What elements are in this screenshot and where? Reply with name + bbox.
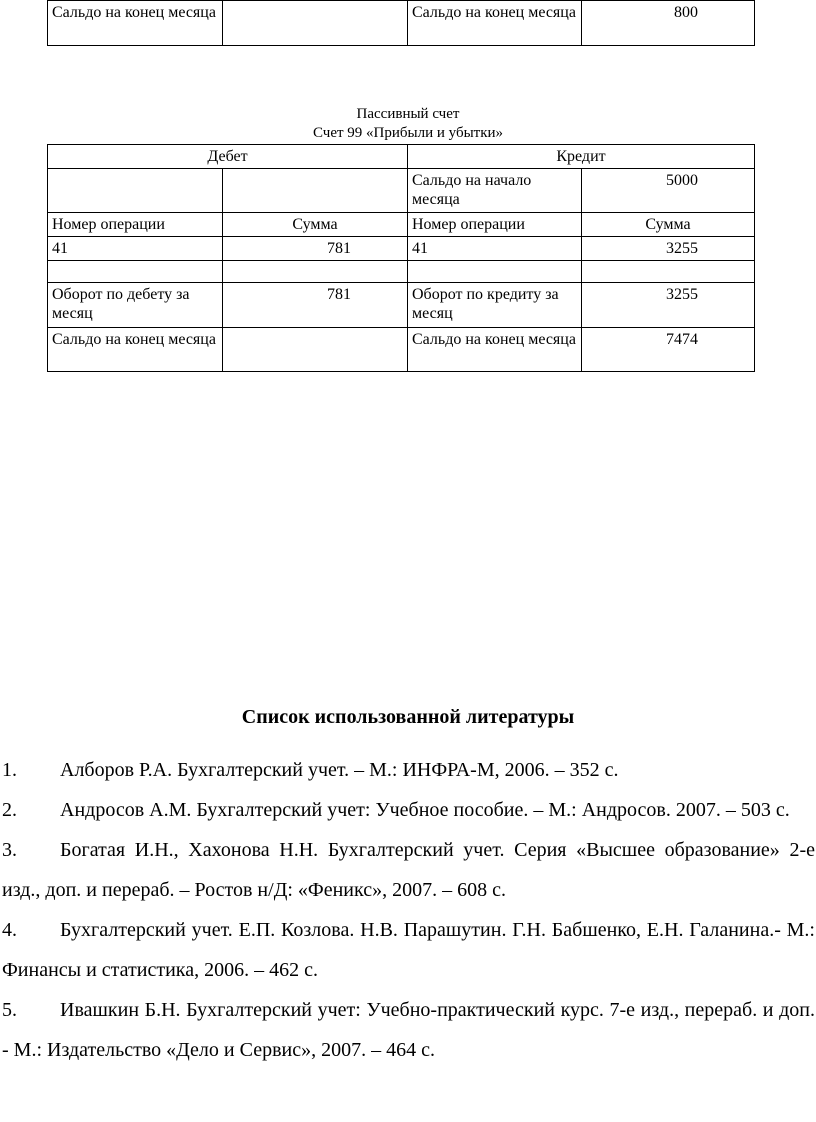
list-item — [2, 830, 815, 910]
item-text: Бухгалтерский учет. Е.П. Козлова. Н.В. Парашутин. Г.Н. Бабшенко, Е.Н. Галанина.- М.: Финансы и статистика, 2006. – 462 с. — [2, 919, 815, 981]
credit-op — [408, 261, 582, 283]
credit-op-header: Номер операции — [408, 213, 582, 237]
turnover-credit-value: 3255 — [582, 283, 755, 328]
top-account-table — [47, 0, 755, 46]
debit-sum — [223, 261, 408, 283]
list-item — [2, 750, 815, 790]
opening-credit-value: 5000 — [582, 169, 755, 213]
turnover-credit-label: Оборот по кредиту за месяц — [408, 283, 582, 328]
closing-balance-row — [48, 328, 755, 372]
list-item — [2, 990, 815, 1070]
table-row — [48, 237, 755, 261]
item-text: Андросов А.М. Бухгалтерский учет: Учебное пособие. – М.: Андросов. 2007. – 503 с. — [60, 799, 790, 821]
debit-op-header: Номер операции — [48, 213, 223, 237]
debit-op: 41 — [48, 237, 223, 261]
item-number: 4. — [2, 919, 17, 941]
column-header-row — [48, 213, 755, 237]
bibliography-list — [2, 750, 815, 1070]
item-number: 3. — [2, 839, 17, 861]
credit-header: Кредит — [408, 145, 755, 169]
list-item — [2, 790, 815, 830]
closing-debit-label: Сальдо на конец месяца — [48, 328, 223, 372]
turnover-debit-value: 781 — [223, 283, 408, 328]
closing-credit-label: Сальдо на конец месяца — [408, 328, 582, 372]
table-row — [48, 261, 755, 283]
item-text: Алборов Р.А. Бухгалтерский учет. – М.: ИНФРА-М, 2006. – 352 с. — [60, 759, 619, 781]
header-row — [48, 145, 755, 169]
bibliography-title: Список использованной литературы — [241, 706, 575, 728]
opening-debit-value — [223, 169, 408, 213]
opening-balance-row — [48, 169, 755, 213]
account-title: Счет 99 «Прибыли и убытки» — [312, 125, 504, 141]
closing-credit-label: Сальдо на конец месяца — [408, 1, 582, 46]
debit-sum: 781 — [223, 237, 408, 261]
credit-sum — [582, 261, 755, 283]
credit-sum-header: Сумма — [582, 213, 755, 237]
item-text: Ивашкин Б.Н. Бухгалтерский учет: Учебно-практический курс. 7-е изд., перераб. и доп. - М.: Издательство «Дело и Сервис», 2007. – 464 с. — [2, 999, 815, 1061]
turnover-row — [48, 283, 755, 328]
item-number: 1. — [2, 759, 17, 781]
closing-debit-label: Сальдо на конец месяца — [48, 1, 223, 46]
item-number: 5. — [2, 999, 17, 1021]
account-99-table — [47, 144, 755, 372]
debit-op — [48, 261, 223, 283]
closing-debit-value — [223, 328, 408, 372]
item-text: Богатая И.Н., Хахонова Н.Н. Бухгалтерский учет. Серия «Высшее образование» 2-е изд., доп. и перераб. – Ростов н/Д: «Феникс», 2007. – 608 с. — [2, 839, 815, 901]
closing-credit-value: 7474 — [582, 328, 755, 372]
list-item — [2, 910, 815, 990]
closing-balance-row — [48, 1, 755, 46]
turnover-debit-label: Оборот по дебету за месяц — [48, 283, 223, 328]
opening-debit-label — [48, 169, 223, 213]
account-type: Пассивный счет — [356, 106, 460, 122]
debit-header: Дебет — [48, 145, 408, 169]
item-number: 2. — [2, 799, 17, 821]
credit-op: 41 — [408, 237, 582, 261]
closing-credit-value: 800 — [582, 1, 755, 46]
closing-debit-value — [223, 1, 408, 46]
debit-sum-header: Сумма — [223, 213, 408, 237]
opening-credit-label: Сальдо на начало месяца — [408, 169, 582, 213]
credit-sum: 3255 — [582, 237, 755, 261]
